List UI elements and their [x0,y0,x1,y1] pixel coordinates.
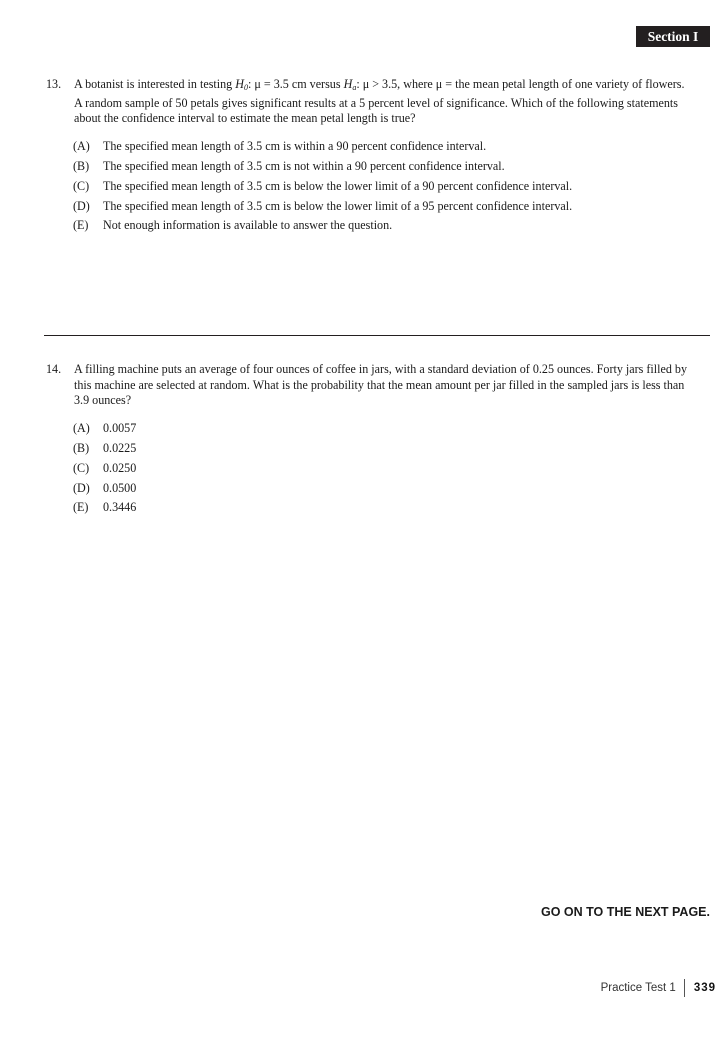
choice-letter: (B) [73,158,90,173]
choice-text: Not enough information is available to answer the question. [103,218,393,233]
go-on-next-page: GO ON TO THE NEXT PAGE. [540,905,710,919]
choice-text: 0.0250 [103,460,137,475]
answer-choice-e[interactable] [73,218,714,238]
stem-line: about the confidence interval to estimate the mean petal length is true? [74,111,416,126]
stem-line: this machine are selected at random. What is the probability that the mean amount per jar filled in the sampled jars is less than [74,377,685,392]
alternative-hypothesis-symbol: $H_a$ [343,77,357,92]
answer-choice-c[interactable] [73,179,714,199]
answer-choice-d[interactable] [73,199,714,219]
question-14 [46,362,714,520]
choice-text: 0.0500 [103,480,137,495]
choice-text: 0.0057 [103,421,137,436]
answer-choices [46,421,714,520]
choice-letter: (A) [73,421,90,436]
choice-letter: (B) [73,440,90,455]
footer-divider [684,979,685,997]
test-name: Practice Test 1 [600,982,676,994]
question-number: 13. [46,77,62,91]
answer-choice-a[interactable] [73,139,714,159]
choice-letter: (D) [73,480,90,495]
section-label: Section I [636,26,710,47]
null-hypothesis-symbol: $H_0$ [235,77,248,92]
choice-letter: (C) [73,460,90,475]
question-stem [46,77,714,127]
page-number: 339 [693,982,716,994]
choice-letter: (C) [73,178,90,193]
choice-letter: (D) [73,198,90,213]
stem-line: A botanist is interested in testing $H_0$: μ = 3.5 cm versus $H_a$: μ > 3.5, where μ = the mean petal length of one variety of flowers. [74,77,685,92]
answer-choice-b[interactable] [73,159,714,179]
stem-line: 3.9 ounces? [74,393,132,408]
choice-letter: (E) [73,218,89,233]
choice-text: The specified mean length of 3.5 cm is below the lower limit of a 95 percent confidence interval. [103,198,573,213]
choice-letter: (A) [73,139,90,154]
question-text [74,362,714,409]
stem-line: A filling machine puts an average of four ounces of coffee in jars, with a standard deviation of 0.25 ounces. Forty jars filled by [74,362,688,376]
question-13 [46,77,714,238]
question-stem [46,362,714,409]
choice-letter: (E) [73,500,89,515]
answer-choice-a[interactable] [73,421,714,441]
page-footer [601,978,716,998]
answer-choice-c[interactable] [73,461,714,481]
choice-text: 0.3446 [103,500,137,515]
answer-choice-e[interactable] [73,500,714,520]
answer-choice-d[interactable] [73,481,714,501]
question-text [74,77,714,127]
choice-text: The specified mean length of 3.5 cm is below the lower limit of a 90 percent confidence interval. [103,178,573,193]
stem-line: A random sample of 50 petals gives significant results at a 5 percent level of significance. Which of the following statements [74,95,678,110]
choice-text: The specified mean length of 3.5 cm is within a 90 percent confidence interval. [103,139,487,154]
answer-choices [46,139,714,238]
question-number: 14. [46,362,62,376]
choice-text: 0.0225 [103,440,137,455]
question-divider [44,335,710,336]
answer-choice-b[interactable] [73,441,714,461]
choice-text: The specified mean length of 3.5 cm is not within a 90 percent confidence interval. [103,158,505,173]
